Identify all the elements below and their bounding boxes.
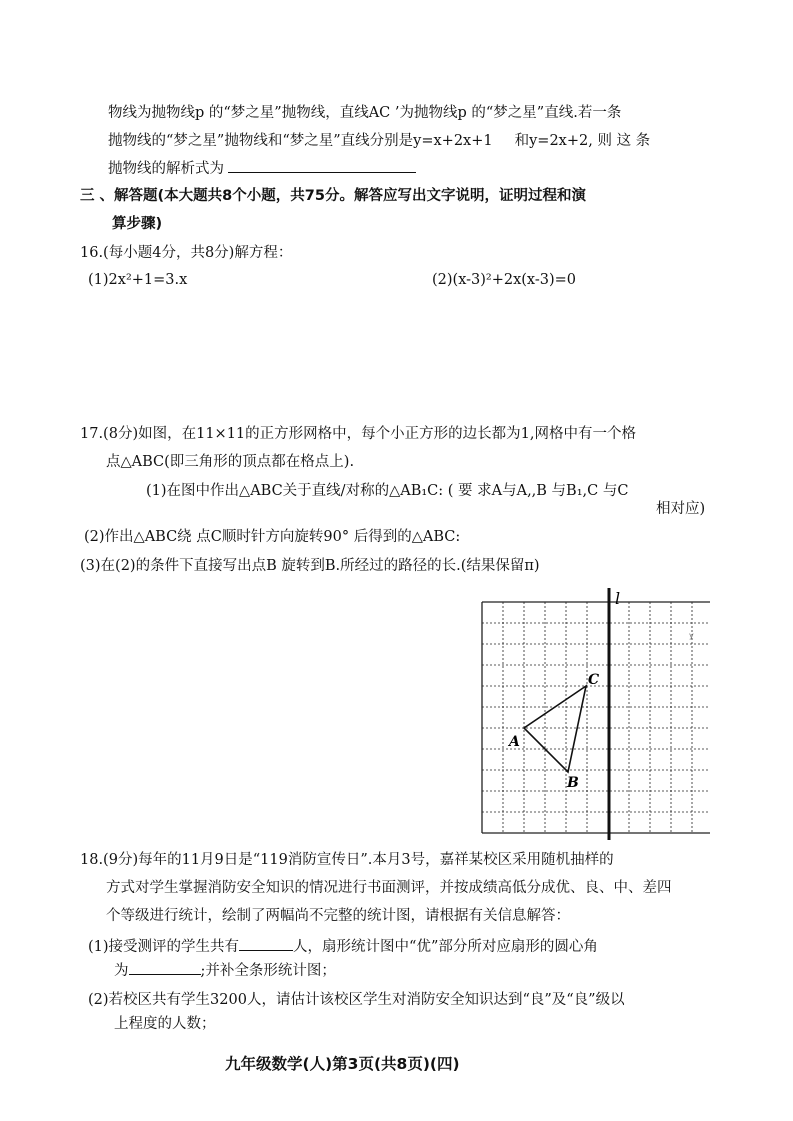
q18-part-1c: 为 [114, 963, 129, 979]
grid-lines [482, 602, 710, 833]
prev-question-answer-label: 抛物线的解析式为 [108, 161, 224, 177]
prev-question-line-2a: 抛物线的“梦之星”抛物线和“梦之星”直线分别是y=x+2x+1 [108, 133, 493, 149]
grid-figure [478, 588, 710, 840]
q18-line-1: 18.(9分)每年的11月9日是“119消防宣传日”.本月3号，嘉祥某校区采用随机抽样的 [80, 852, 614, 868]
page-footer: 九年级数学(人)第3页(共8页)(四) [225, 1055, 460, 1073]
prev-question-line-2 [108, 131, 650, 151]
q18-part-2: (2)若校区共有学生3200人，请估计该校区学生对消防安全知识达到“良”及“良”级以 [88, 992, 625, 1008]
q18-part-1 [88, 936, 598, 957]
line-label-l: l [615, 589, 621, 608]
vertex-label-c: C [588, 672, 600, 688]
q17-part-2: (2)作出△ABC绕 点C顺时针方向旋转90° 后得到的△ABC: [84, 529, 461, 545]
answer-blank [228, 158, 416, 173]
vertex-label-b: B [567, 775, 579, 791]
prev-question-line-3 [108, 158, 416, 179]
q16-part-1: (1)2x²+1=3.x [88, 272, 188, 288]
q18-part-2-cont: 上程度的人数； [114, 1016, 216, 1032]
q16-part-2: (2)(x-3)²+2x(x-3)=0 [432, 272, 577, 288]
q18-part-1-cont [114, 960, 336, 981]
q18-part-1b: 人，扇形统计图中“优”部分所对应扇形的圆心角 [293, 939, 598, 955]
triangle-abc [524, 686, 586, 772]
q17-part-1-cont: 相对应) [656, 501, 706, 517]
q17-part-1: (1)在图中作出△ABC关于直线/对称的△AB₁C: ( 要 求A与A,,B 与B₁,C 与C [146, 483, 629, 499]
blank-total-students [239, 936, 293, 951]
q16-heading: 16.(每小题4分，共8分)解方程： [80, 245, 293, 261]
q17-part-3: (3)在(2)的条件下直接写出点B 旋转到B.所经过的路径的长.(结果保留π) [80, 558, 540, 574]
q18-part-1a: (1)接受测评的学生共有 [88, 939, 240, 955]
prev-question-line-1: 物线为抛物线p 的“梦之星”抛物线，直线AC ’为抛物线p 的“梦之星”直线.若一条 [108, 105, 622, 121]
q18-line-2: 方式对学生掌握消防安全知识的情况进行书面测评，并按成绩高低分成优、良、中、差四 [106, 880, 672, 896]
corner-mark: y [689, 631, 694, 640]
section-3-heading-cont: 算步骤) [112, 216, 163, 232]
vertex-label-a: A [509, 734, 520, 750]
q18-part-1d: ;并补全条形统计图； [200, 963, 336, 979]
blank-central-angle [129, 960, 201, 975]
q17-line-2: 点△ABC(即三角形的顶点都在格点上). [106, 454, 355, 470]
prev-question-line-2b: 和y=2x+2, 则 这 条 [514, 133, 651, 149]
q18-line-3: 个等级进行统计，绘制了两幅尚不完整的统计图，请根据有关信息解答： [106, 908, 570, 924]
q17-line-1: 17.(8分)如图，在11×11的正方形网格中，每个小正方形的边长都为1,网格中有一个格 [80, 426, 636, 442]
section-3-heading: 三 、解答题(本大题共8个小题，共75分。解答应写出文字说明，证明过程和演 [80, 188, 586, 204]
